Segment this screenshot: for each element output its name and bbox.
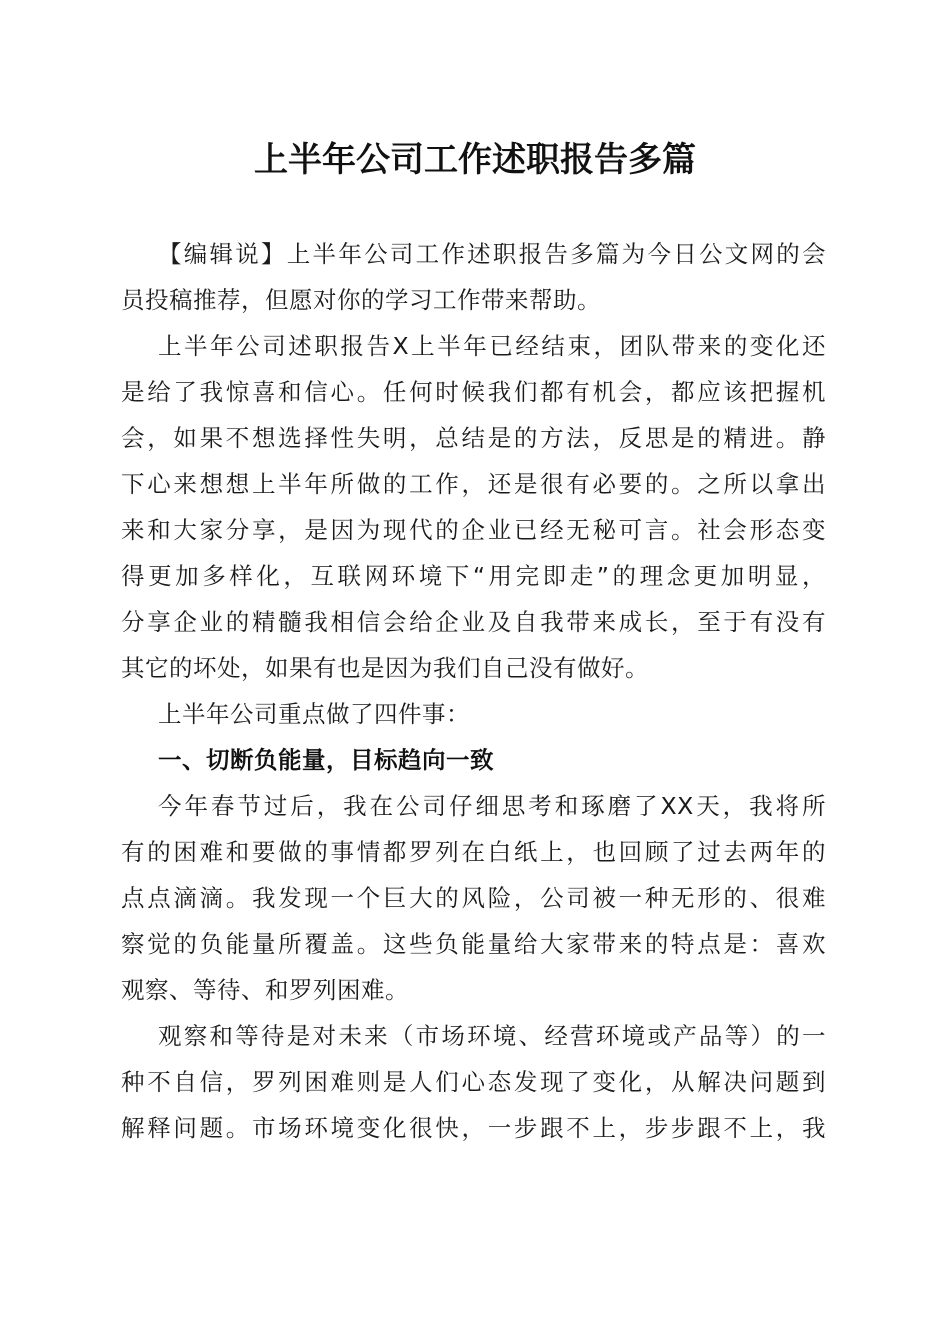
- document-title: 上半年公司工作述职报告多篇: [254, 140, 696, 180]
- text-line: 点点滴滴。我发现一个巨大的风险，公司被一种无形的、很难: [121, 884, 826, 912]
- text-line: 察觉的负能量所覆盖。这些负能量给大家带来的特点是：喜欢: [121, 930, 826, 958]
- text-line: 解释问题。市场环境变化很快，一步跟不上，步步跟不上，我: [121, 1114, 826, 1142]
- text-line: 今年春节过后，我在公司仔细思考和琢磨了XX天，我将所: [158, 792, 826, 820]
- text-line: 有的困难和要做的事情都罗列在白纸上，也回顾了过去两年的: [121, 838, 826, 866]
- text-line: 其它的坏处，如果有也是因为我们自己没有做好。: [121, 654, 649, 682]
- text-line: 【编辑说】上半年公司工作述职报告多篇为今日公文网的会: [158, 240, 826, 268]
- text-line: 观察和等待是对未来（市场环境、经营环境或产品等）的一: [158, 1022, 826, 1050]
- section-heading: 一、切断负能量，目标趋向一致: [158, 746, 494, 774]
- text-line: 下心来想想上半年所做的工作，还是很有必要的。之所以拿出: [121, 470, 826, 498]
- text-line: 得更加多样化，互联网环境下“用完即走”的理念更加明显，: [121, 562, 826, 590]
- text-line: 上半年公司述职报告X上半年已经结束，团队带来的变化还: [158, 332, 826, 360]
- text-line: 观察、等待、和罗列困难。: [121, 976, 409, 1004]
- text-line: 种不自信，罗列困难则是人们心态发现了变化，从解决问题到: [121, 1068, 826, 1096]
- text-line: 上半年公司重点做了四件事：: [158, 700, 470, 728]
- text-line: 员投稿推荐，但愿对你的学习工作带来帮助。: [121, 286, 601, 314]
- text-line: 来和大家分享，是因为现代的企业已经无秘可言。社会形态变: [121, 516, 826, 544]
- text-line: 是给了我惊喜和信心。任何时候我们都有机会，都应该把握机: [121, 378, 826, 406]
- text-line: 会，如果不想选择性失明，总结是的方法，反思是的精进。静: [121, 424, 826, 452]
- text-line: 分享企业的精髓我相信会给企业及自我带来成长，至于有没有: [121, 608, 826, 636]
